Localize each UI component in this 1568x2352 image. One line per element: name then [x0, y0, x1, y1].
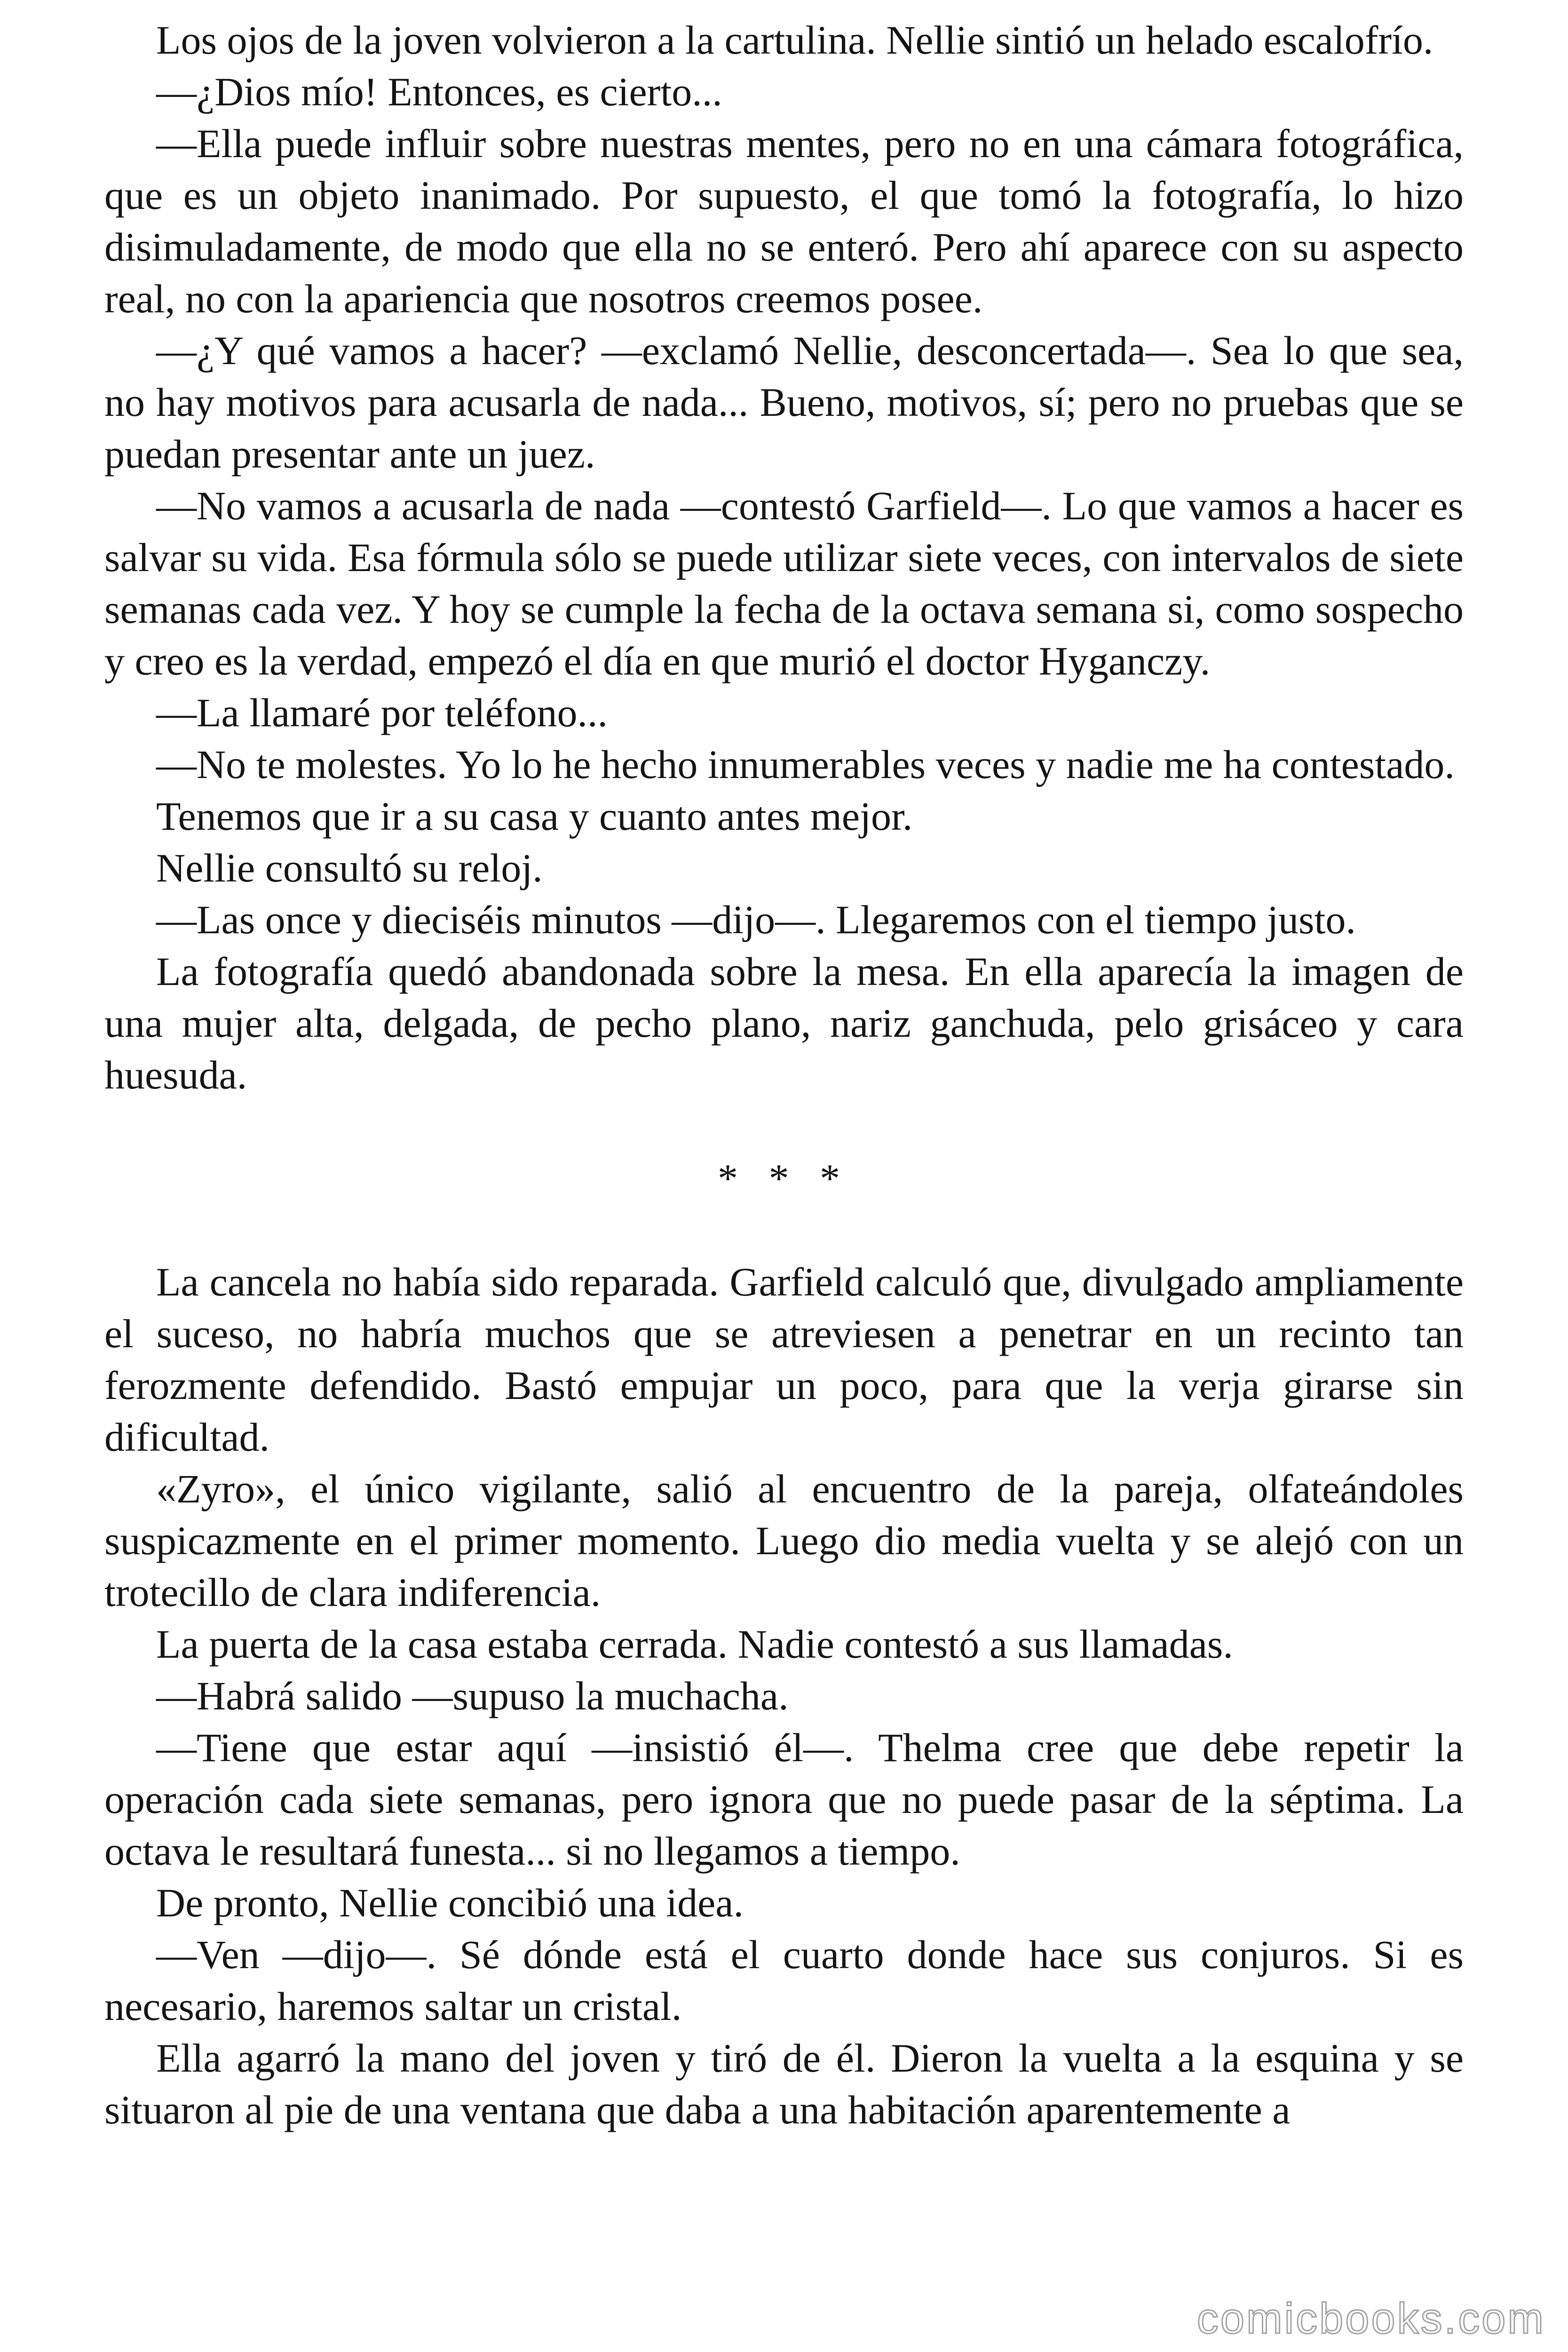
paragraph: —Las once y dieciséis minutos —dijo—. Llegaremos con el tiempo justo. — [156, 897, 1356, 942]
paragraph: —Ella puede influir sobre nuestras mentes, pero no en una cámara fotográfica, que es un objeto inanimado. Por supuesto, el que tomó la fotografía, lo hizo disimuladamente, de modo que ella no se enteró. Pero ahí aparece con su aspecto real, no con la apariencia que nosotros creemos posee. — [104, 121, 1464, 321]
paragraph: —No vamos a acusarla de nada —contestó Garfield—. Lo que vamos a hacer es salvar su vida. Esa fórmula sólo se puede utilizar siete veces, con intervalos de siete semanas cada vez. Y hoy se cumple la fecha de la octava semana si, como sospecho y creo es la verdad, empezó el día en que murió el doctor Hyganczy. — [104, 483, 1464, 683]
paragraph: Nellie consultó su reloj. — [156, 845, 543, 890]
paragraph: —¿Y qué vamos a hacer? —exclamó Nellie, desconcertada—. Sea lo que sea, no hay motivos para acusarla de nada... Bueno, motivos, sí; pero no pruebas que se puedan presentar ante un juez. — [104, 328, 1464, 477]
paragraph: —Tiene que estar aquí —insistió él—. Thelma cree que debe repetir la operación cada siete semanas, pero ignora que no puede pasar de la séptima. La octava le resultará funesta... si no llegamos a tiempo. — [104, 1725, 1464, 1874]
paragraph: La puerta de la casa estaba cerrada. Nadie contestó a sus llamadas. — [156, 1621, 1233, 1667]
paragraph: De pronto, Nellie concibió una idea. — [156, 1880, 744, 1925]
paragraph: «Zyro», el único vigilante, salió al encuentro de la pareja, olfateándoles suspicazmente en el primer momento. Luego dio media vuelta y se alejó con un trotecillo de clara indiferencia. — [104, 1466, 1464, 1615]
watermark: comicbooks.com — [1196, 2295, 1545, 2343]
paragraph: La fotografía quedó abandonada sobre la mesa. En ella aparecía la imagen de una mujer alta, delgada, de pecho plano, nariz ganchuda, pelo grisáceo y cara huesuda. — [104, 949, 1464, 1097]
paragraph: Los ojos de la joven volvieron a la cartulina. Nellie sintió un helado escalofrío. — [156, 17, 1433, 63]
paragraph: La cancela no había sido reparada. Garfield calculó que, divulgado ampliamente el suceso, no habría muchos que se atreviesen a penetrar en un recinto tan ferozmente defendido. Bastó empujar un poco, para que la verja girarse sin dificultad. — [104, 1259, 1464, 1460]
paragraph: —No te molestes. Yo lo he hecho innumerables veces y nadie me ha contestado. — [156, 742, 1455, 787]
paragraph: —Habrá salido —supuso la muchacha. — [156, 1673, 789, 1718]
scene-break: * * * — [718, 1156, 850, 1201]
paragraph: —Ven —dijo—. Sé dónde está el cuarto donde hace sus conjuros. Si es necesario, haremos saltar un cristal. — [104, 1932, 1464, 2029]
page-text — [104, 14, 1464, 2136]
paragraph: Tenemos que ir a su casa y cuanto antes mejor. — [156, 794, 913, 839]
paragraph: —La llamaré por teléfono... — [156, 690, 608, 735]
paragraph: Ella agarró la mano del joven y tiró de él. Dieron la vuelta a la esquina y se situaron al pie de una ventana que daba a una habitación aparentemente a — [104, 2035, 1464, 2132]
paragraph: —¿Dios mío! Entonces, es cierto... — [156, 69, 722, 114]
